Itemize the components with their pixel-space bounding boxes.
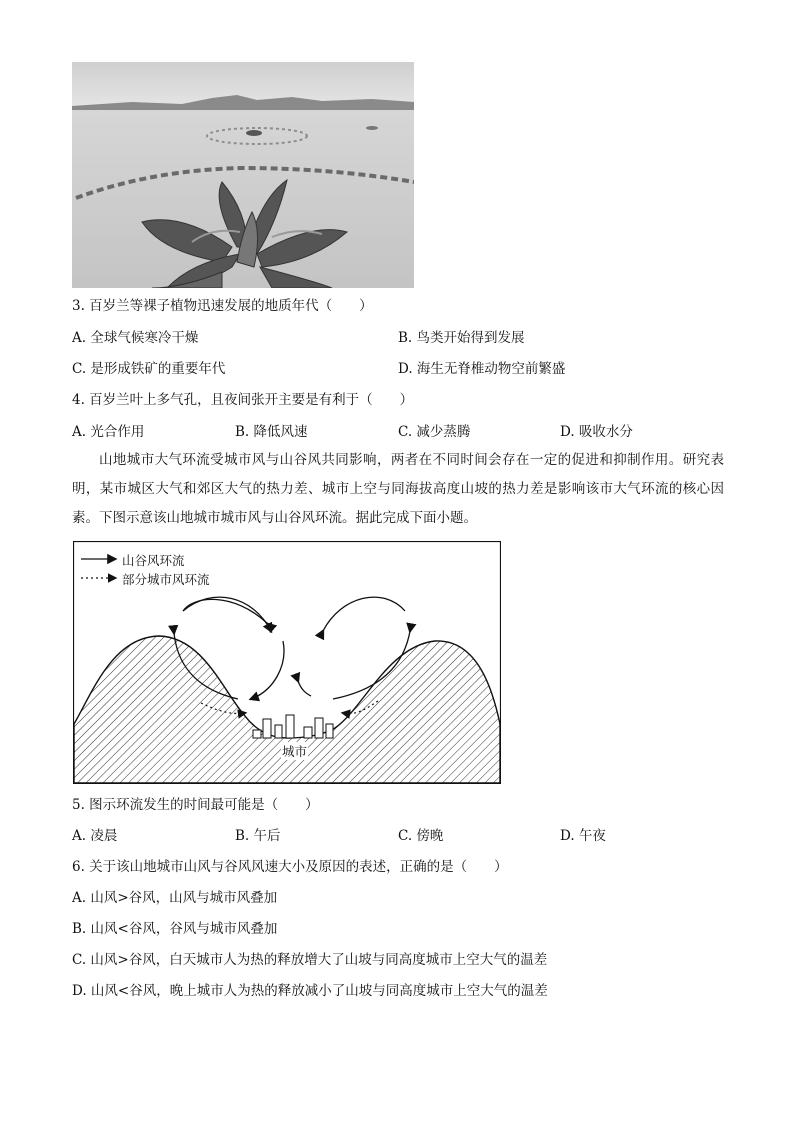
question-6-option-d[interactable]: D. 山风<谷风，晚上城市人为热的释放减小了山坡与同高度城市上空大气的温差 — [72, 983, 548, 999]
question-3-option-d[interactable]: D. 海生无脊椎动物空前繁盛 — [398, 361, 566, 377]
question-4-option-d[interactable]: D. 吸收水分 — [560, 424, 633, 440]
question-3-option-b[interactable]: B. 鸟类开始得到发展 — [398, 330, 525, 346]
question-5-stem: 5. 图示环流发生的时间最可能是（ ） — [72, 797, 319, 813]
welwitschia-photo — [72, 62, 414, 288]
question-3-stem: 3. 百岁兰等裸子植物迅速发展的地质年代（ ） — [72, 298, 373, 314]
question-4-option-b[interactable]: B. 降低风速 — [235, 424, 308, 440]
question-3-option-c[interactable]: C. 是形成铁矿的重要年代 — [72, 361, 226, 377]
mountain-city-circulation-diagram — [73, 541, 501, 784]
question-5-option-a[interactable]: A. 凌晨 — [72, 828, 118, 844]
question-3-option-a[interactable]: A. 全球气候寒冷干燥 — [72, 330, 199, 346]
question-4-option-a[interactable]: A. 光合作用 — [72, 424, 145, 440]
reading-passage: 山地城市大气环流受城市风与山谷风共同影响，两者在不同时间会存在一定的促进和抑制作用。研究表明，某市城区大气和郊区大气的热力差、城市上空与同海拔高度山坡的热力差是影响该市大气环流的核心因素。下图示意该山地城市城市风与山谷风环流。据此完成下面小题。 — [72, 452, 724, 526]
city-label: 城市 — [282, 744, 308, 759]
question-5-option-d[interactable]: D. 午夜 — [560, 828, 606, 844]
question-5-option-c[interactable]: C. 傍晚 — [398, 828, 444, 844]
question-6-stem: 6. 关于该山地城市山风与谷风风速大小及原因的表述，正确的是（ ） — [72, 859, 508, 875]
legend-valley-wind: 山谷风环流 — [122, 553, 185, 568]
question-6-option-b[interactable]: B. 山风<谷风，谷风与城市风叠加 — [72, 921, 278, 937]
question-5-option-b[interactable]: B. 午后 — [235, 828, 281, 844]
question-4-stem: 4. 百岁兰叶上多气孔，且夜间张开主要是有利于（ ） — [72, 392, 414, 408]
legend-city-wind: 部分城市风环流 — [122, 572, 210, 587]
question-4-option-c[interactable]: C. 减少蒸腾 — [398, 424, 471, 440]
question-6-option-c[interactable]: C. 山风>谷风，白天城市人为热的释放增大了山坡与同高度城市上空大气的温差 — [72, 952, 548, 968]
question-6-option-a[interactable]: A. 山风>谷风，山风与城市风叠加 — [72, 890, 278, 906]
